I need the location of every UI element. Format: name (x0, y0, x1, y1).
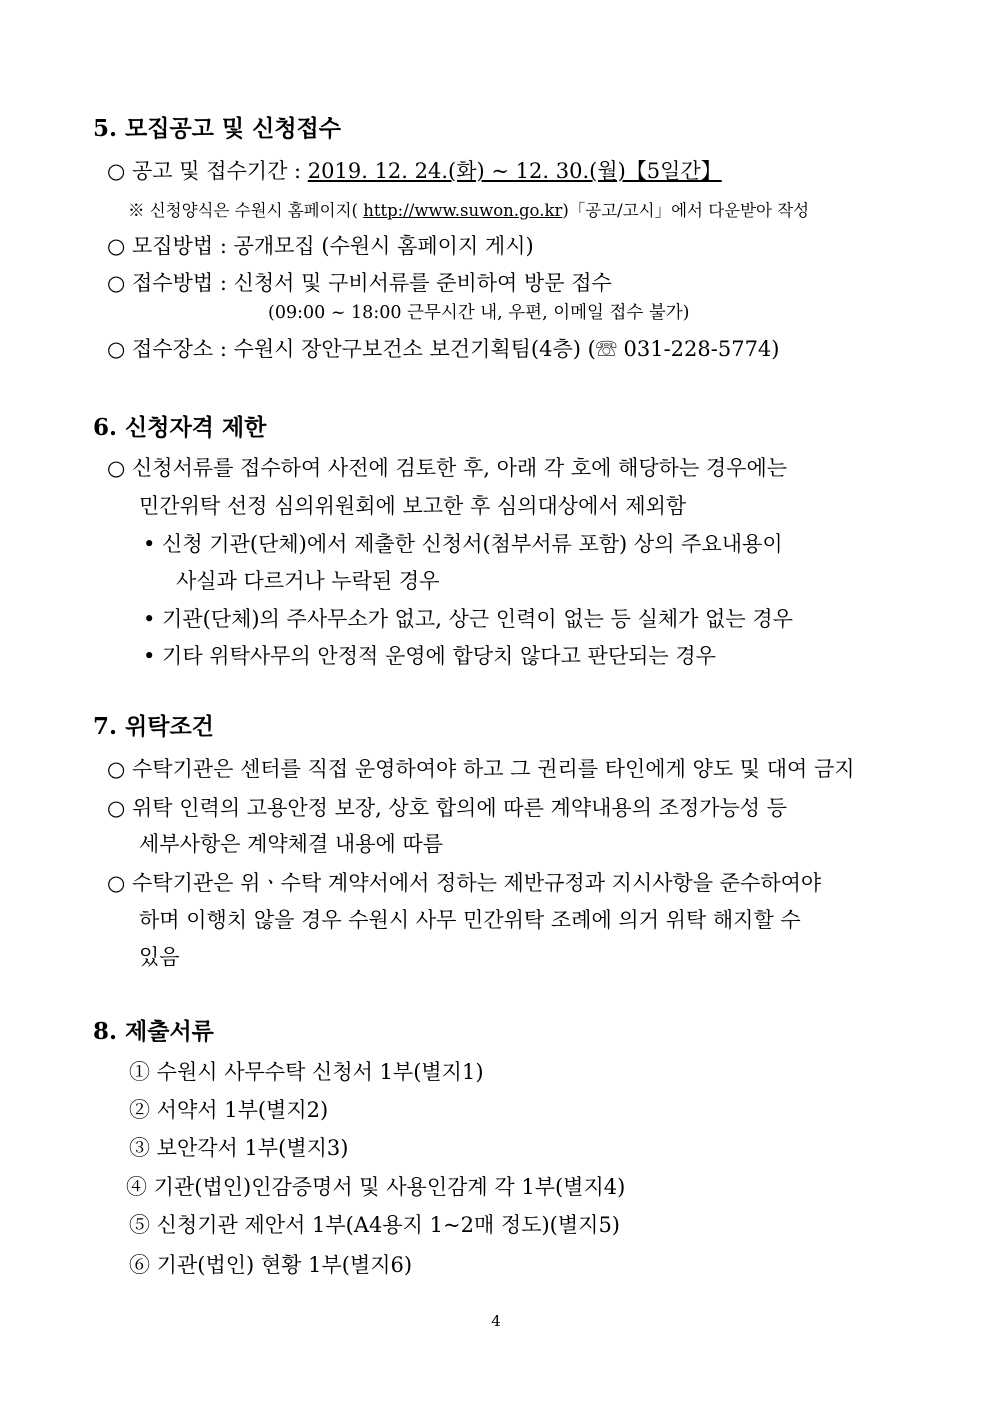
s8-document-6: ⑥ 기관(법인) 현황 1부(별지6) (129, 1253, 413, 1277)
s5-note-suffix: )「공고/고시」에서 다운받아 작성 (562, 201, 810, 220)
s6-bullet-1b: 사실과 다르거나 누락된 경우 (176, 569, 440, 593)
s5-receive-sub-line: (09:00 ~ 18:00 근무시간 내, 우편, 이메일 접수 불가) (268, 303, 690, 323)
s6-bullet-3: • 기타 위탁사무의 안정적 운영에 합당치 않다고 판단되는 경우 (143, 644, 716, 668)
page-number: 4 (491, 1312, 501, 1330)
s5-method-line: ○ 모집방법 : 공개모집 (수원시 홈페이지 게시) (107, 234, 534, 258)
s8-document-1: ① 수원시 사무수탁 신청서 1부(별지1) (129, 1060, 484, 1084)
s8-document-4: ④ 기관(법인)인감증명서 및 사용인감계 각 1부(별지4) (126, 1175, 626, 1199)
s5-place-line: ○ 접수장소 : 수원시 장안구보건소 보건기획팀(4층) (☏ 031-228-5774) (107, 337, 780, 361)
s5-period-prefix: ○ 공고 및 접수기간 : (107, 159, 308, 183)
s7-condition-1: ○ 수탁기관은 센터를 직접 운영하여야 하고 그 권리를 타인에게 양도 및 대여 금지 (107, 757, 855, 781)
s8-document-2: ② 서약서 1부(별지2) (129, 1098, 329, 1122)
section-8-title: 8. 제출서류 (93, 1018, 214, 1045)
s5-receive-line: ○ 접수방법 : 신청서 및 구비서류를 준비하여 방문 접수 (107, 271, 612, 295)
section-5-title: 5. 모집공고 및 신청접수 (93, 115, 341, 142)
section-7-title: 7. 위탁조건 (93, 713, 214, 740)
s7-condition-3b: 하며 이행치 않을 경우 수원시 사무 민간위탁 조례에 의거 위탁 해지할 수 (139, 908, 801, 932)
s5-note-prefix: ※ 신청양식은 수원시 홈페이지( (128, 201, 364, 220)
s7-condition-3c: 있음 (139, 945, 180, 969)
s7-condition-2a: ○ 위탁 인력의 고용안정 보장, 상호 합의에 따른 계약내용의 조정가능성 등 (107, 796, 788, 820)
s8-document-5: ⑤ 신청기관 제안서 1부(A4용지 1~2매 정도)(별지5) (129, 1213, 621, 1237)
s5-period-line (107, 156, 722, 186)
s5-note-url-link[interactable]: http://www.suwon.go.kr (363, 201, 563, 220)
s6-bullet-1a: • 신청 기관(단체)에서 제출한 신청서(첨부서류 포함) 상의 주요내용이 (143, 532, 783, 556)
s6-line-1: ○ 신청서류를 접수하여 사전에 검토한 후, 아래 각 호에 해당하는 경우에는 (107, 456, 788, 480)
s6-line-2: 민간위탁 선정 심의위원회에 보고한 후 심의대상에서 제외함 (139, 494, 687, 518)
s6-bullet-2: • 기관(단체)의 주사무소가 없고, 상근 인력이 없는 등 실체가 없는 경우 (143, 607, 793, 631)
s5-note-line (128, 196, 809, 226)
s8-document-3: ③ 보안각서 1부(별지3) (129, 1136, 349, 1160)
section-6-title: 6. 신청자격 제한 (93, 414, 267, 441)
s7-condition-2b: 세부사항은 계약체결 내용에 따름 (139, 832, 444, 856)
s5-period-value: 2019. 12. 24.(화) ~ 12. 30.(월)【5일간】 (307, 159, 722, 183)
s7-condition-3a: ○ 수탁기관은 위ㆍ수탁 계약서에서 정하는 제반규정과 지시사항을 준수하여야 (107, 871, 822, 895)
